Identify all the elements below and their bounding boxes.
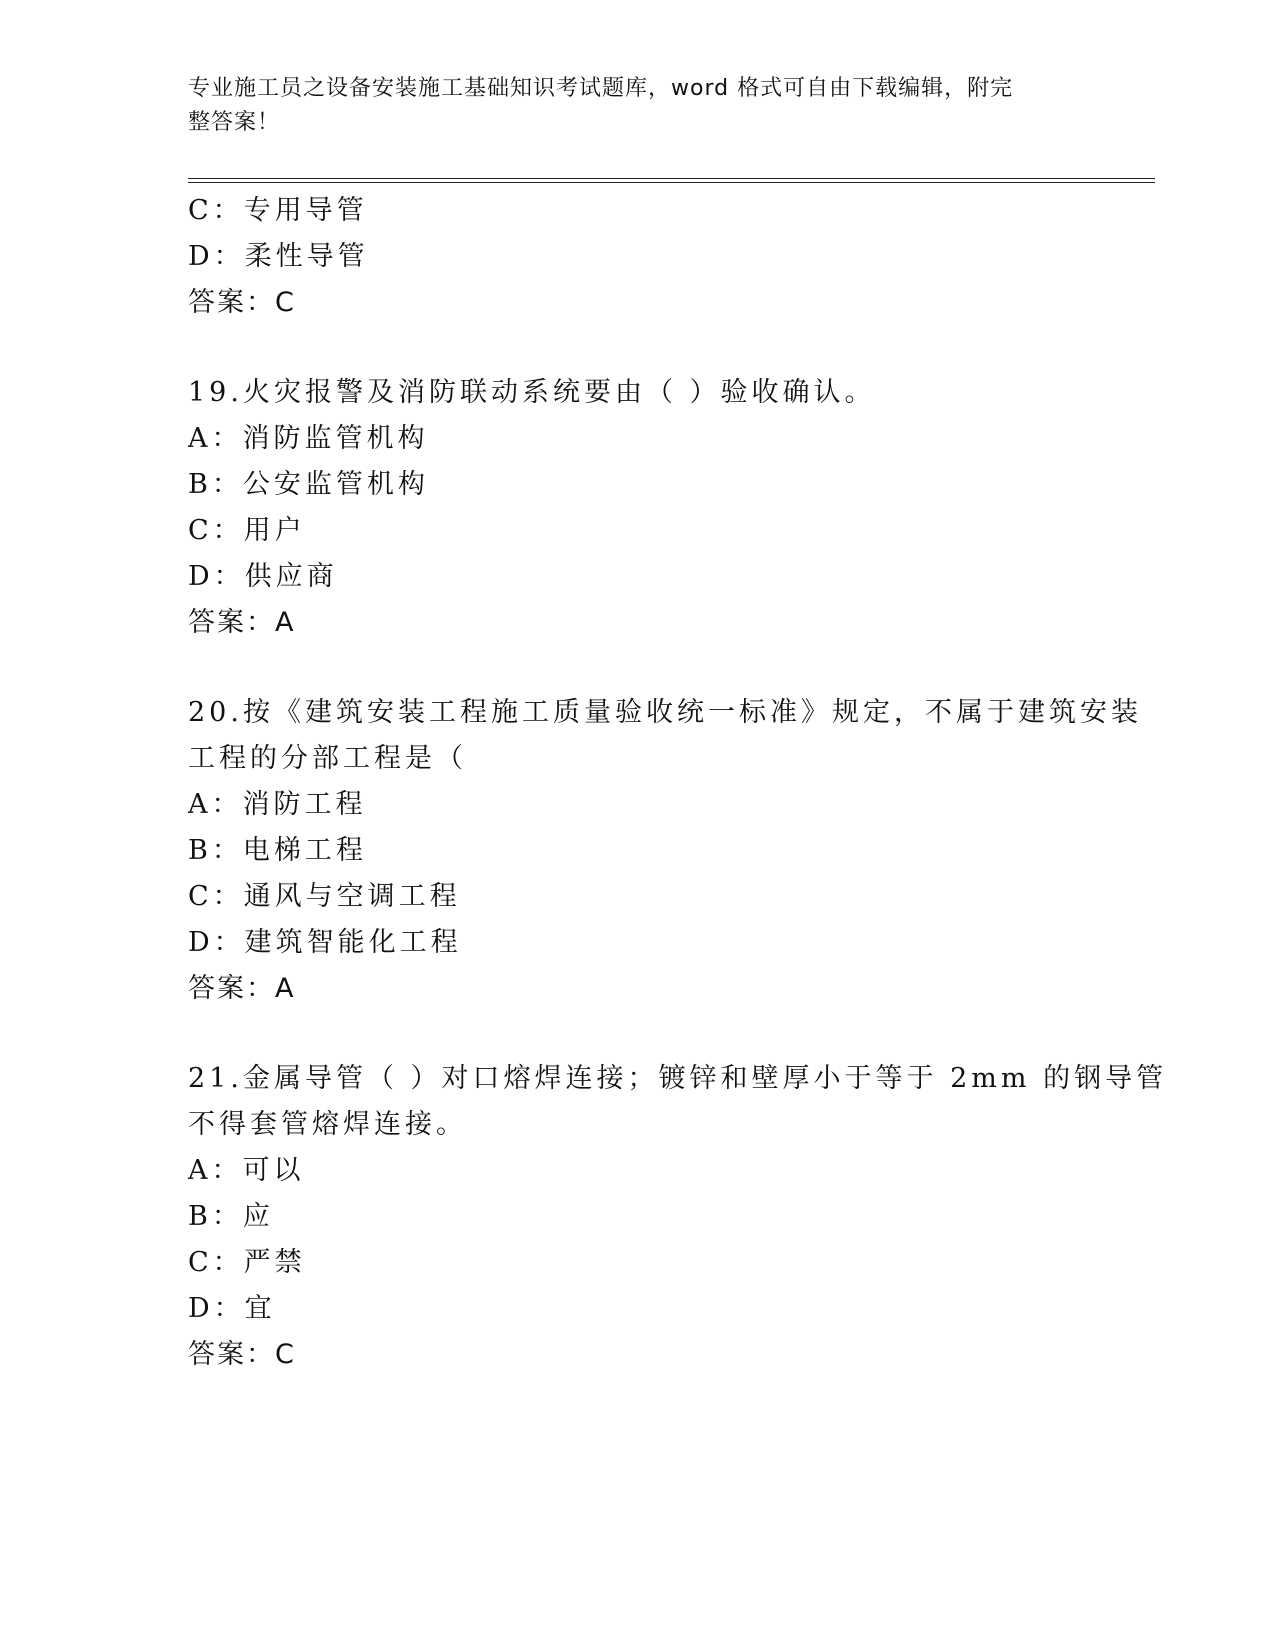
- option-d: D：柔性导管: [188, 241, 369, 272]
- option-c: C：通风与空调工程: [188, 881, 461, 912]
- option-a: A：可以: [188, 1155, 305, 1186]
- option-d: D：建筑智能化工程: [188, 927, 462, 958]
- answer-line: 答案：C: [188, 1339, 296, 1370]
- question-stem-line-1: 20.按《建筑安装工程施工质量验收统一标准》规定，不属于建筑安装: [188, 697, 1142, 728]
- option-b: B：电梯工程: [188, 835, 367, 866]
- answer-line: 答案：A: [188, 973, 296, 1004]
- option-b: B：公安监管机构: [188, 469, 429, 500]
- question-list: [188, 188, 1168, 1378]
- option-c: C：专用导管: [188, 195, 368, 226]
- question-18-continued: [188, 188, 1088, 326]
- question-stem-line-2: 工程的分部工程是（: [188, 743, 467, 774]
- option-d: D：宜: [188, 1293, 276, 1324]
- question-stem: 19.火灾报警及消防联动系统要由（ ）验收确认。: [188, 377, 876, 408]
- option-c: C：严禁: [188, 1247, 306, 1278]
- option-c: C：用户: [188, 515, 306, 546]
- option-a: A：消防工程: [188, 789, 367, 820]
- header-divider-bottom: [188, 182, 1155, 183]
- question-21: [188, 1056, 1168, 1378]
- question-19: [188, 370, 1088, 646]
- answer-line: 答案：A: [188, 607, 296, 638]
- question-stem-line-1: 21.金属导管（ ）对口熔焊连接；镀锌和壁厚小于等于 2mm 的钢导管: [188, 1063, 1168, 1094]
- question-20: [188, 690, 1142, 1012]
- question-stem-line-2: 不得套管熔焊连接。: [188, 1109, 467, 1140]
- option-b: B：应: [188, 1201, 274, 1232]
- document-header: [188, 72, 1068, 140]
- option-a: A：消防监管机构: [188, 423, 429, 454]
- header-line-2: 整答案！: [188, 110, 281, 135]
- header-divider-top: [188, 178, 1155, 179]
- answer-line: 答案：C: [188, 287, 296, 318]
- option-d: D：供应商: [188, 561, 338, 592]
- header-line-1: 专业施工员之设备安装施工基础知识考试题库，word 格式可自由下载编辑，附完: [188, 76, 1014, 101]
